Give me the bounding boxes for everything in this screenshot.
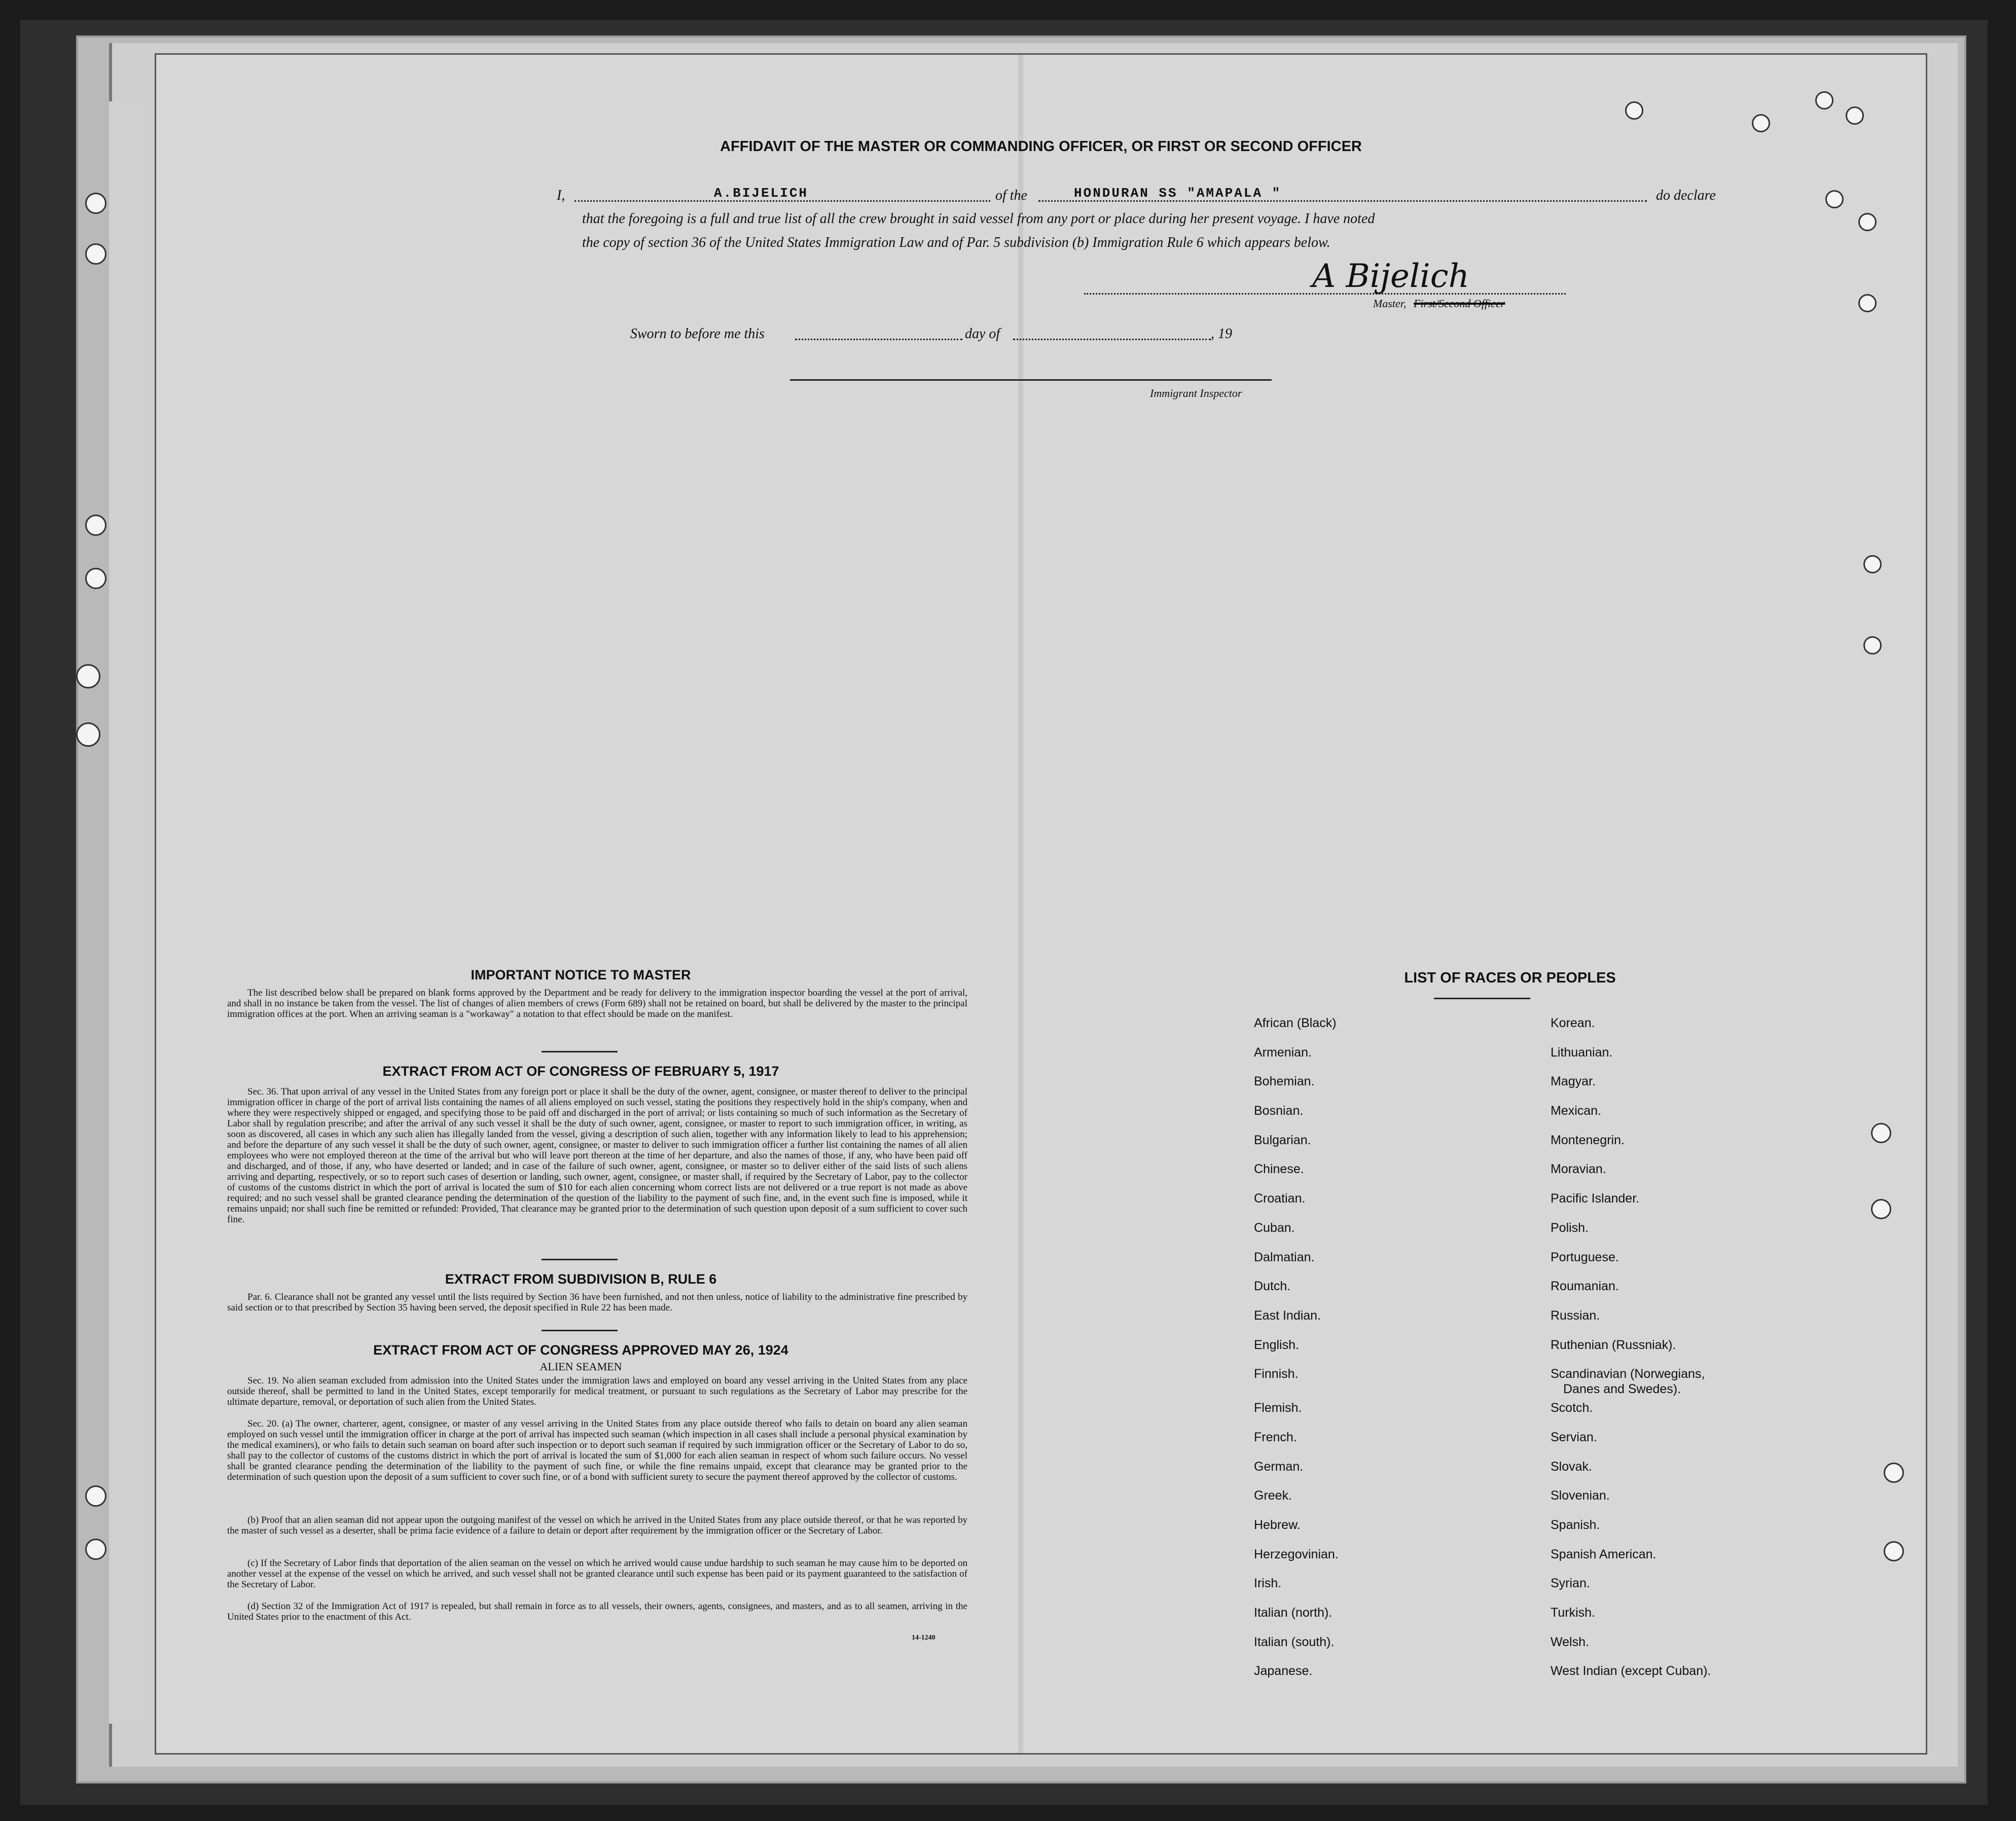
extract-1917-body: Sec. 36. That upon arrival of any vessel in the United States from any foreign port or place it shall be the duty of the owner, agent, consignee, or master thereof to deliver to the principal immigration officer in charge of the port of arrival lists containing the names of all aliens employed on such vessel, stating the positions they respectively hold in the ship's company, when and where they were respectively shipped or engaged, and specifying those to be paid off and discharged in the port of arrival; or lists containing so much of such information as the Secretary of Labor shall by regulation prescribe; and after the arrival of any such vessel it shall be the duty of such owner, agent, consignee, or master to report to such immigration officer, in writing, as soon as discovered, all cases in which any such alien has illegally landed from the vessel, giving a description of such alien, together with any information likely to lead to his apprehension; and before the departure of any such vessel it shall be the duty of such owner, agent, consignee, or master to deliver to such immigration officer a further list containing the names of all alien employees who were not employed thereon at the time of the arrival but who will leave port thereon at the time of her departure, and also the names of those, if any, who have been paid off and discharged, and of those, if any, who have deserted or landed; and in case of the failure of such owner, agent, consignee, or master so to deliver either of the said lists of such aliens arriving and departing, respectively, or so to report such cases of desertion or landing, such owner, agent, consignee, or master shall, if required by the Secretary of Labor, pay to the collector of customs of the customs district in which the port of arrival is located the sum of $10 for each alien concerning whom correct lists are not delivered or a true report is not made as above required; and no such vessel shall be granted clearance pending the determination of the question of the liability to the payment of such fine, and, in the event such fine is imposed, while it remains unpaid; nor shall such fine be remitted or refunded: Provided, That clearance may be granted prior to the determination of such question upon deposit of a sum sufficient to cover such fine. (227, 1086, 967, 1225)
punch-hole (1884, 1541, 1904, 1561)
divider (1434, 998, 1530, 999)
extract-1924-para: Sec. 20. (a) The owner, charterer, agent, consignee, or master of any vessel arriving in the United States from any place outside thereof who fails to detain on board any alien seaman employed on such vessel until the immigration officer in charge at the port of arrival has inspected such seaman (which inspection in all cases shall include a personal physical examination by the medical examiners), or who fails to detain such seaman on board after such inspection or to deport such seaman if required by such immigration officer or the Secretary of Labor to do so, shall pay to the collector of customs of the customs district in which the port of arrival is located the sum of $1,000 for each alien seaman in respect of whom such failure occurs. No vessel shall be granted clearance pending the determination of the liability to the payment of such fine, or while the fine remains unpaid, except that clearance may be granted prior to the determination of such question upon the deposit of a sum sufficient to cover such fine, or of a bond with sufficient surety to secure the payment thereof approved by the collector of customs. (227, 1418, 967, 1482)
extract-1924-subtitle: ALIEN SEAMEN (539, 1360, 622, 1373)
extract-1924-para: Sec. 19. No alien seaman excluded from admission into the United States under the immigration laws and employed on board any vessel arriving in the United States from any place outside thereof, shall be permitted to land in the United States, except temporarily for medical treatment, or pursuant to such regulations as the Secretary of Labor may prescribe for the ultimate departure, removal, or deportation of such alien from the United States. (227, 1375, 967, 1407)
extract-1924-title: EXTRACT FROM ACT OF CONGRESS APPROVED MAY 26, 1924 (373, 1342, 788, 1358)
race-item: Finnish. (1254, 1367, 1299, 1381)
race-item: Croatian. (1254, 1191, 1306, 1206)
race-item: Scandinavian (Norwegians, (1551, 1367, 1705, 1381)
punch-hole (1825, 190, 1844, 208)
race-item: Russian. (1551, 1308, 1600, 1323)
sworn-month-line (1013, 339, 1211, 340)
race-item: Portuguese. (1551, 1250, 1619, 1264)
left-margin-strip (109, 101, 150, 1724)
affidavit-i-label: I, (557, 188, 565, 203)
punch-hole (76, 722, 100, 747)
race-item: African (Black) (1254, 1016, 1337, 1030)
notice-body: The list described below shall be prepared on blank forms approved by the Department and be ready for delivery to the immigration inspector boarding the vessel at the port of arrival, and shall in no instance be taken from the vessel. The list of changes of alien members of crews (Form 689) shall not be retained on board, but shall be delivered by the master to the principal immigration offices at the port. When an arriving seaman is a "workaway" a notation to that effect should be made on the manifest. (227, 988, 967, 1019)
punch-hole (85, 193, 106, 214)
sworn-label: Sworn to before me this (630, 326, 765, 342)
race-item: Turkish. (1551, 1606, 1595, 1620)
race-item: Mexican. (1551, 1104, 1602, 1118)
race-item: Slovenian. (1551, 1488, 1610, 1503)
race-item: Italian (south). (1254, 1634, 1335, 1649)
divider (542, 1051, 618, 1052)
sworn-day-line (795, 339, 962, 340)
races-title: LIST OF RACES OR PEOPLES (1404, 970, 1616, 986)
race-item: Bosnian. (1254, 1104, 1304, 1118)
race-item: Danes and Swedes). (1563, 1382, 1681, 1397)
punch-hole (1858, 294, 1877, 312)
race-item: German. (1254, 1459, 1304, 1474)
race-item: Moravian. (1551, 1162, 1606, 1177)
extract-1917-title: EXTRACT FROM ACT OF CONGRESS OF FEBRUARY 5, 1917 (382, 1064, 779, 1079)
race-item: French. (1254, 1430, 1297, 1444)
race-item: Ruthenian (Russniak). (1551, 1337, 1676, 1352)
punch-hole (1625, 101, 1643, 120)
do-declare-label: do declare (1656, 188, 1716, 203)
vessel-name: HONDURAN SS "AMAPALA " (1074, 186, 1282, 201)
race-item: Hebrew. (1254, 1518, 1301, 1532)
race-item: English. (1254, 1337, 1299, 1352)
punch-hole (1815, 91, 1833, 110)
form-number: 14-1240 (912, 1634, 935, 1642)
race-item: Welsh. (1551, 1634, 1589, 1649)
race-item: Montenegrin. (1551, 1133, 1625, 1147)
extract-1924-para: (c) If the Secretary of Labor finds that deportation of the alien seaman on the vessel on which he arrived would cause undue hardship to such seaman he may cause him to be deported on another vessel at the expense of the vessel on which he arrived, and such vessel shall not be granted clearance until such expense has been paid or its payment guaranteed to the satisfaction of the Secretary of Labor. (227, 1558, 967, 1590)
race-item: Bulgarian. (1254, 1133, 1311, 1147)
punch-hole (1752, 114, 1770, 132)
race-item: Dalmatian. (1254, 1250, 1315, 1264)
punch-hole (85, 1485, 106, 1507)
race-item: Polish. (1551, 1220, 1589, 1235)
race-item: Italian (north). (1254, 1606, 1333, 1620)
race-item: Lithuanian. (1551, 1045, 1613, 1060)
struck-officer-label: First/Second Officer (1414, 297, 1505, 310)
punch-hole (1858, 213, 1877, 231)
races-right-column (1551, 1015, 1711, 1693)
race-item: Roumanian. (1551, 1279, 1619, 1294)
master-name: A.BIJELICH (714, 186, 809, 201)
divider (542, 1330, 618, 1331)
race-item: Flemish. (1254, 1401, 1302, 1415)
race-item: East Indian. (1254, 1308, 1321, 1323)
race-item: Japanese. (1254, 1664, 1313, 1679)
year-label: , 19 (1211, 326, 1232, 342)
rule-6-title: EXTRACT FROM SUBDIVISION B, RULE 6 (445, 1271, 717, 1287)
of-the-label: of the (995, 188, 1027, 203)
race-item: Bohemian. (1254, 1074, 1315, 1089)
race-item: West Indian (except Cuban). (1551, 1664, 1711, 1679)
rule-6-body: Par. 6. Clearance shall not be granted any vessel until the lists required by Section 36 have been furnished, and not then unless, notice of liability to the administrative fine prescribed by said section or to that prescribed by Section 35 having been served, the deposit specified in Rule 22 has been made. (227, 1292, 967, 1313)
race-item: Korean. (1551, 1016, 1595, 1030)
affidavit-title: AFFIDAVIT OF THE MASTER OR COMMANDING OFFICER, OR FIRST OR SECOND OFFICER (720, 138, 1362, 155)
punch-hole (85, 515, 106, 536)
signature-line (1084, 293, 1566, 295)
race-item: Spanish American. (1551, 1547, 1657, 1561)
race-item: Slovak. (1551, 1459, 1592, 1474)
punch-hole (1863, 636, 1882, 654)
races-left-column (1254, 1015, 1339, 1693)
punch-hole (1871, 1123, 1891, 1143)
day-of-label: day of (965, 326, 1000, 342)
punch-hole (1863, 555, 1882, 573)
punch-hole (85, 568, 106, 589)
race-item: Dutch. (1254, 1279, 1291, 1294)
race-item: Syrian. (1551, 1576, 1590, 1591)
inspector-line (790, 379, 1272, 381)
race-item: Herzegovinian. (1254, 1547, 1339, 1561)
punch-hole (1884, 1463, 1904, 1483)
master-signature: A Bijelich (1312, 258, 1469, 295)
race-item: Spanish. (1551, 1518, 1600, 1532)
race-item: Magyar. (1551, 1074, 1596, 1089)
page-fold (1018, 55, 1023, 1753)
master-label: Master, (1373, 297, 1407, 310)
race-item: Pacific Islander. (1551, 1191, 1640, 1206)
punch-hole (85, 1539, 106, 1560)
punch-hole (76, 664, 100, 688)
race-item: Irish. (1254, 1576, 1282, 1591)
race-item: Cuban. (1254, 1220, 1295, 1235)
race-item: Chinese. (1254, 1162, 1304, 1177)
race-item: Greek. (1254, 1488, 1292, 1503)
race-item: Servian. (1551, 1430, 1597, 1444)
inspector-label: Immigrant Inspector (1150, 387, 1242, 399)
race-item: Armenian. (1254, 1045, 1312, 1060)
extract-1924-para: (d) Section 32 of the Immigration Act of 1917 is repealed, but shall remain in force as to all vessels, their owners, agents, consignees, and masters, and as to all seamen, arriving in the United States prior to the enactment of this Act. (227, 1601, 967, 1622)
punch-hole (85, 243, 106, 265)
race-item: Scotch. (1551, 1401, 1593, 1415)
punch-hole (1871, 1199, 1891, 1219)
affidavit-line-2: that the foregoing is a full and true list of all the crew brought in said vessel from any port or place during her present voyage. I have noted (582, 211, 1375, 227)
extract-1924-para: (b) Proof that an alien seaman did not appear upon the outgoing manifest of the vessel on which he arrived in the United States from any place outside thereof, or that he was reported by the master of such vessel as a deserter, shall be prima facie evidence of a failure to detain or deport after requirement by the immigration officer or the Secretary of Labor. (227, 1515, 967, 1536)
manifest-page (155, 53, 1927, 1755)
divider (542, 1259, 618, 1260)
affidavit-line-3: the copy of section 36 of the United States Immigration Law and of Par. 5 subdivision (b) Immigration Rule 6 which appears below. (582, 235, 1330, 250)
punch-hole (1846, 106, 1864, 125)
notice-title: IMPORTANT NOTICE TO MASTER (471, 967, 691, 982)
